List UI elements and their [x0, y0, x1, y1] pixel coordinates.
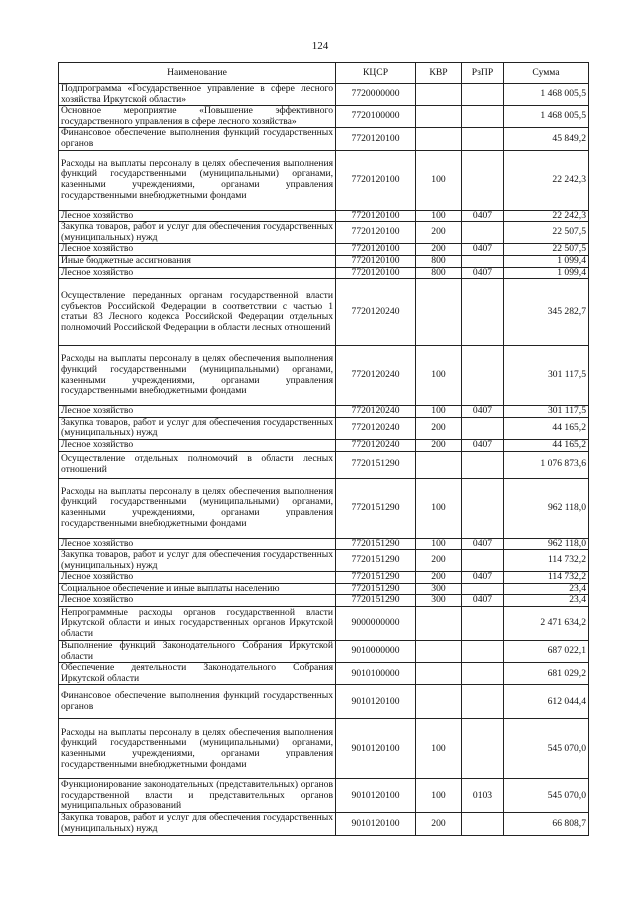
table-row — [59, 719, 589, 779]
cell-sum: 687 022,1 — [504, 641, 589, 663]
cell-rzpr: 0103 — [462, 779, 504, 813]
cell-kvr: 100 — [416, 210, 462, 222]
table-row — [59, 583, 589, 595]
cell-kvr: 200 — [416, 417, 462, 439]
cell-name: Лесное хозяйство — [59, 572, 336, 584]
cell-rzpr — [462, 255, 504, 267]
cell-sum: 23,4 — [504, 583, 589, 595]
cell-sum: 22 507,5 — [504, 222, 589, 244]
cell-sum: 1 468 005,5 — [504, 84, 589, 106]
cell-name: Лесное хозяйство — [59, 267, 336, 279]
table-row — [59, 550, 589, 572]
cell-name: Непрограммные расходы органов государственной власти Иркутской области и иных государственных органов Иркутской области — [59, 607, 336, 641]
table-row — [59, 150, 589, 210]
cell-kvr — [416, 84, 462, 106]
cell-kvr: 200 — [416, 572, 462, 584]
cell-sum: 66 808,7 — [504, 813, 589, 835]
cell-sum: 301 117,5 — [504, 406, 589, 418]
cell-sum: 545 070,0 — [504, 779, 589, 813]
header-kcsr: КЦСР — [336, 63, 416, 84]
cell-rzpr: 0407 — [462, 439, 504, 451]
cell-name: Закупка товаров, работ и услуг для обеспечения государственных (муниципальных) нужд — [59, 417, 336, 439]
cell-rzpr: 0407 — [462, 406, 504, 418]
cell-kcsr: 7720120100 — [336, 255, 416, 267]
table-row — [59, 417, 589, 439]
table-row — [59, 663, 589, 685]
cell-kvr: 800 — [416, 255, 462, 267]
cell-rzpr — [462, 550, 504, 572]
table-row — [59, 572, 589, 584]
cell-rzpr — [462, 478, 504, 538]
cell-kvr: 200 — [416, 244, 462, 256]
cell-kcsr: 9010120100 — [336, 779, 416, 813]
table-row — [59, 451, 589, 478]
table-row — [59, 84, 589, 106]
cell-kcsr: 7720120100 — [336, 244, 416, 256]
cell-rzpr — [462, 451, 504, 478]
cell-kcsr: 7720151290 — [336, 451, 416, 478]
table-row — [59, 478, 589, 538]
cell-name: Расходы на выплаты персоналу в целях обеспечения выполнения функций государственными (муниципальными) органами, казенными учреждениями, органами управления государственными внебюджетными фондами — [59, 150, 336, 210]
cell-name: Осуществление переданных органам государственной власти субъектов Российской Федерации в соответствии с частью 1 статьи 83 Лесного кодекса Российской Федерации отдельных полномочий Российской Федерации в области лесных отношений — [59, 279, 336, 346]
cell-rzpr — [462, 84, 504, 106]
table-row — [59, 641, 589, 663]
cell-name: Социальное обеспечение и иные выплаты населению — [59, 583, 336, 595]
table-row — [59, 813, 589, 835]
cell-kvr: 200 — [416, 439, 462, 451]
table-row — [59, 779, 589, 813]
cell-name: Расходы на выплаты персоналу в целях обеспечения выполнения функций государственными (муниципальными) органами, казенными учреждениями, органами управления государственными внебюджетными фондами — [59, 719, 336, 779]
page-number: 124 — [311, 40, 329, 52]
cell-kvr: 100 — [416, 150, 462, 210]
cell-name: Лесное хозяйство — [59, 538, 336, 550]
cell-name: Лесное хозяйство — [59, 595, 336, 607]
cell-sum: 545 070,0 — [504, 719, 589, 779]
cell-name: Осуществление отдельных полномочий в области лесных отношений — [59, 451, 336, 478]
cell-rzpr — [462, 346, 504, 406]
cell-kcsr: 7720120240 — [336, 439, 416, 451]
cell-sum: 45 849,2 — [504, 128, 589, 150]
cell-kvr: 200 — [416, 550, 462, 572]
cell-rzpr — [462, 663, 504, 685]
cell-rzpr — [462, 106, 504, 128]
cell-name: Обеспечение деятельности Законодательного Собрания Иркутской области — [59, 663, 336, 685]
header-sum: Сумма — [504, 63, 589, 84]
header-rzpr: РзПР — [462, 63, 504, 84]
cell-kcsr: 9010120100 — [336, 719, 416, 779]
cell-rzpr — [462, 583, 504, 595]
cell-kvr: 100 — [416, 779, 462, 813]
table-row — [59, 346, 589, 406]
cell-sum: 301 117,5 — [504, 346, 589, 406]
cell-kcsr: 7720151290 — [336, 572, 416, 584]
table-row — [59, 538, 589, 550]
cell-sum: 22 242,3 — [504, 210, 589, 222]
header-kvr: КВР — [416, 63, 462, 84]
cell-name: Лесное хозяйство — [59, 244, 336, 256]
table-row — [59, 128, 589, 150]
cell-kcsr: 7720120100 — [336, 128, 416, 150]
cell-rzpr: 0407 — [462, 595, 504, 607]
cell-kcsr: 7720000000 — [336, 84, 416, 106]
cell-kvr: 300 — [416, 583, 462, 595]
cell-rzpr: 0407 — [462, 538, 504, 550]
cell-name: Основное мероприятие «Повышение эффективного государственного управления в сфере лесного хозяйства» — [59, 106, 336, 128]
cell-kcsr: 7720120240 — [336, 417, 416, 439]
cell-kcsr: 7720120100 — [336, 150, 416, 210]
cell-name: Финансовое обеспечение выполнения функций государственных органов — [59, 128, 336, 150]
cell-kcsr: 7720100000 — [336, 106, 416, 128]
table-row — [59, 406, 589, 418]
cell-rzpr: 0407 — [462, 267, 504, 279]
cell-sum: 962 118,0 — [504, 478, 589, 538]
table-header-row — [59, 63, 589, 84]
cell-kcsr: 9010120100 — [336, 813, 416, 835]
cell-kvr: 300 — [416, 595, 462, 607]
cell-name: Функционирование законодательных (представительных) органов государственной власти и представительных органов муниципальных образований — [59, 779, 336, 813]
header-name: Наименование — [59, 63, 336, 84]
cell-kcsr: 7720151290 — [336, 595, 416, 607]
cell-sum: 23,4 — [504, 595, 589, 607]
cell-kvr — [416, 641, 462, 663]
cell-kvr — [416, 451, 462, 478]
cell-rzpr: 0407 — [462, 572, 504, 584]
cell-kvr — [416, 663, 462, 685]
cell-kvr: 100 — [416, 538, 462, 550]
cell-sum: 962 118,0 — [504, 538, 589, 550]
cell-rzpr — [462, 641, 504, 663]
cell-rzpr — [462, 222, 504, 244]
cell-name: Закупка товаров, работ и услуг для обеспечения государственных (муниципальных) нужд — [59, 813, 336, 835]
cell-name: Лесное хозяйство — [59, 210, 336, 222]
table-row — [59, 267, 589, 279]
cell-kcsr: 7720151290 — [336, 583, 416, 595]
cell-sum: 1 076 873,6 — [504, 451, 589, 478]
cell-rzpr — [462, 128, 504, 150]
cell-kvr: 100 — [416, 478, 462, 538]
cell-name: Финансовое обеспечение выполнения функций государственных органов — [59, 685, 336, 719]
cell-kvr — [416, 607, 462, 641]
cell-kvr: 200 — [416, 222, 462, 244]
cell-kcsr: 9010120100 — [336, 685, 416, 719]
cell-kcsr: 7720120240 — [336, 406, 416, 418]
cell-kvr: 100 — [416, 406, 462, 418]
cell-sum: 22 242,3 — [504, 150, 589, 210]
table-row — [59, 279, 589, 346]
cell-kcsr: 7720151290 — [336, 478, 416, 538]
table-row — [59, 210, 589, 222]
cell-name: Лесное хозяйство — [59, 439, 336, 451]
cell-kcsr: 7720120100 — [336, 210, 416, 222]
cell-name: Расходы на выплаты персоналу в целях обеспечения выполнения функций государственными (муниципальными) органами, казенными учреждениями, органами управления государственными внебюджетными фондами — [59, 478, 336, 538]
cell-kcsr: 9000000000 — [336, 607, 416, 641]
cell-kcsr: 7720120240 — [336, 279, 416, 346]
table-row — [59, 106, 589, 128]
cell-sum: 681 029,2 — [504, 663, 589, 685]
cell-rzpr — [462, 685, 504, 719]
cell-name: Расходы на выплаты персоналу в целях обеспечения выполнения функций государственными (муниципальными) органами, казенными учреждениями, органами управления государственными внебюджетными фондами — [59, 346, 336, 406]
cell-rzpr — [462, 150, 504, 210]
cell-name: Закупка товаров, работ и услуг для обеспечения государственных (муниципальных) нужд — [59, 222, 336, 244]
cell-name: Подпрограмма «Государственное управление в сфере лесного хозяйства Иркутской области» — [59, 84, 336, 106]
cell-rzpr — [462, 417, 504, 439]
cell-kcsr: 9010000000 — [336, 641, 416, 663]
cell-kcsr: 7720120100 — [336, 222, 416, 244]
cell-sum: 1 099,4 — [504, 267, 589, 279]
cell-sum: 1 099,4 — [504, 255, 589, 267]
cell-kcsr: 9010100000 — [336, 663, 416, 685]
cell-sum: 44 165,2 — [504, 417, 589, 439]
cell-kvr — [416, 128, 462, 150]
cell-kcsr: 7720120100 — [336, 267, 416, 279]
cell-sum: 114 732,2 — [504, 572, 589, 584]
cell-kvr: 100 — [416, 346, 462, 406]
cell-sum: 345 282,7 — [504, 279, 589, 346]
cell-rzpr — [462, 607, 504, 641]
cell-rzpr — [462, 279, 504, 346]
cell-kvr: 800 — [416, 267, 462, 279]
cell-name: Лесное хозяйство — [59, 406, 336, 418]
cell-rzpr — [462, 719, 504, 779]
cell-sum: 2 471 634,2 — [504, 607, 589, 641]
table-row — [59, 439, 589, 451]
table-row — [59, 222, 589, 244]
cell-rzpr — [462, 813, 504, 835]
table-row — [59, 685, 589, 719]
cell-kcsr: 7720151290 — [336, 538, 416, 550]
table-row — [59, 595, 589, 607]
table-body — [59, 84, 589, 836]
cell-kcsr: 7720120240 — [336, 346, 416, 406]
cell-rzpr: 0407 — [462, 244, 504, 256]
cell-kvr — [416, 685, 462, 719]
cell-name: Закупка товаров, работ и услуг для обеспечения государственных (муниципальных) нужд — [59, 550, 336, 572]
cell-sum: 114 732,2 — [504, 550, 589, 572]
cell-rzpr: 0407 — [462, 210, 504, 222]
cell-kvr: 100 — [416, 719, 462, 779]
cell-kcsr: 7720151290 — [336, 550, 416, 572]
cell-kvr — [416, 106, 462, 128]
table-row — [59, 255, 589, 267]
cell-sum: 44 165,2 — [504, 439, 589, 451]
budget-table — [58, 62, 589, 836]
cell-sum: 1 468 005,5 — [504, 106, 589, 128]
table-row — [59, 607, 589, 641]
cell-kvr: 200 — [416, 813, 462, 835]
cell-kvr — [416, 279, 462, 346]
cell-sum: 22 507,5 — [504, 244, 589, 256]
cell-sum: 612 044,4 — [504, 685, 589, 719]
cell-name: Выполнение функций Законодательного Собрания Иркутской области — [59, 641, 336, 663]
table-row — [59, 244, 589, 256]
cell-name: Иные бюджетные ассигнования — [59, 255, 336, 267]
